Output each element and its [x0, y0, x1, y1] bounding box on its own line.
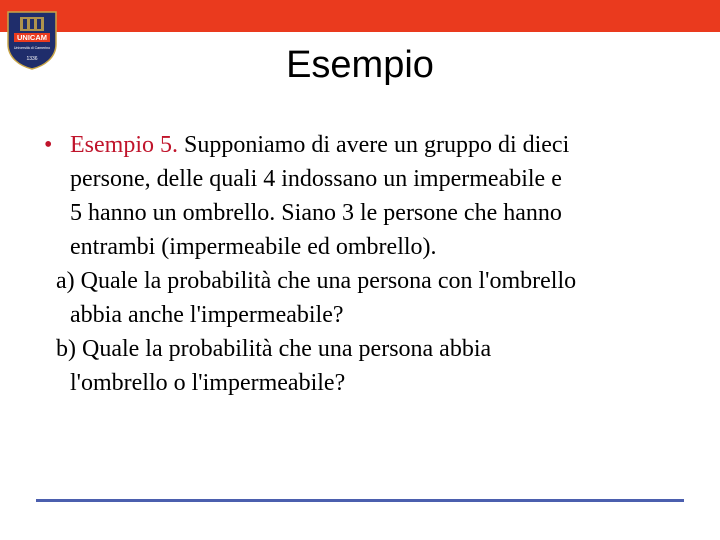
bullet-icon: • [44, 132, 53, 158]
question-a [44, 264, 684, 332]
example-paragraph [44, 128, 684, 264]
header-bar [0, 0, 720, 32]
logo-name: UNICAM [17, 33, 47, 42]
footer-divider [36, 499, 684, 502]
logo-year: 1336 [26, 56, 38, 62]
question-a-line-1: a) Quale la probabilità che una persona con l'ombrello [56, 268, 577, 294]
logo-subtext: Università di Camerino [13, 46, 51, 50]
slide-body [44, 128, 684, 400]
question-a-line-2: abbia anche l'impermeabile? [70, 302, 344, 328]
example-label: Esempio 5. [70, 132, 178, 158]
example-line-2: persone, delle quali 4 indossano un impermeabile e [70, 166, 562, 192]
example-line-1: Supponiamo di avere un gruppo di dieci [184, 132, 570, 158]
question-b-line-1: b) Quale la probabilità che una persona abbia [56, 336, 492, 362]
example-line-4: entrambi (impermeabile ed ombrello). [70, 234, 437, 260]
question-b-line-2: l'ombrello o l'impermeabile? [70, 370, 346, 396]
example-line-3: 5 hanno un ombrello. Siano 3 le persone che hanno [70, 200, 562, 226]
question-b [44, 332, 684, 400]
slide-title: Esempio [286, 44, 434, 86]
